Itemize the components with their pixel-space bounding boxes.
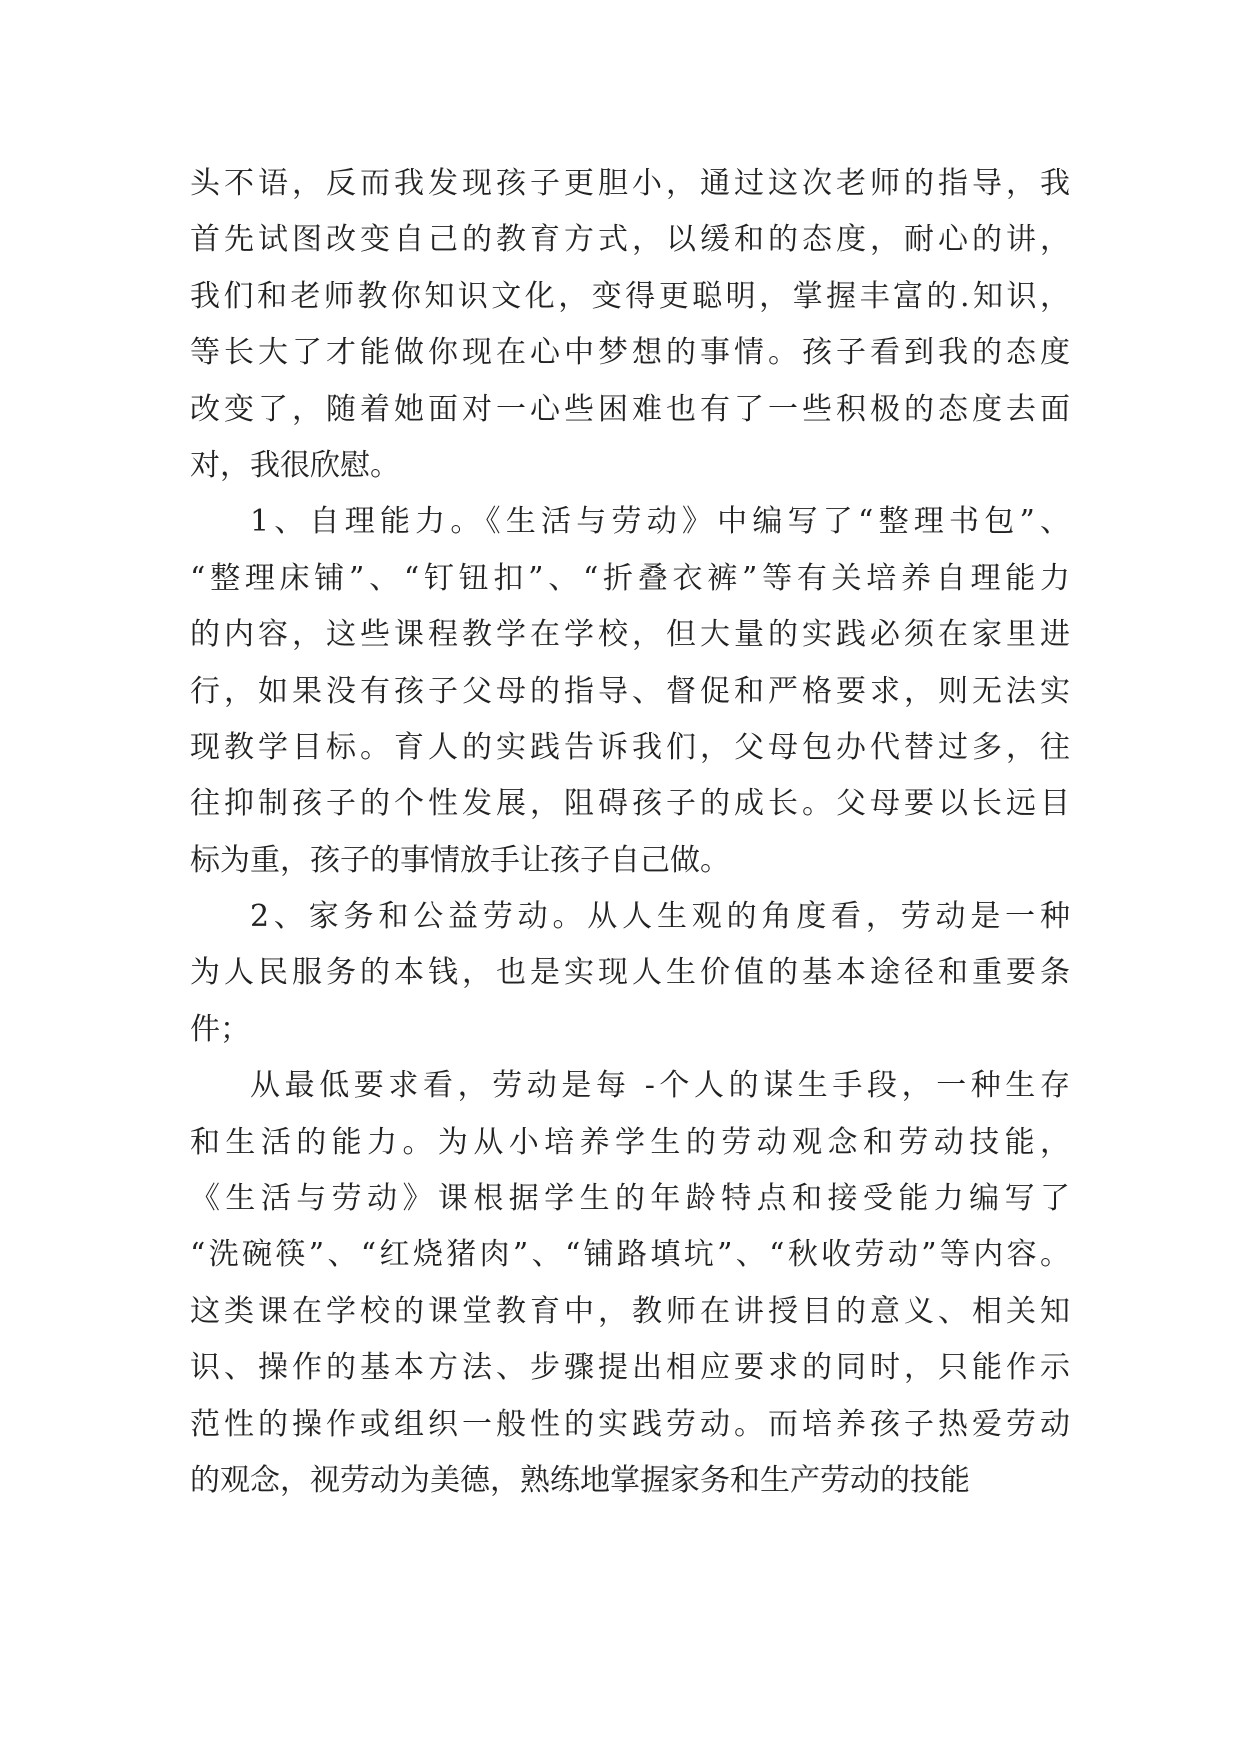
- body-text: [190, 165, 1070, 1518]
- text-line: 的观念，视劳动为美德，熟练地掌握家务和生产劳动的技能: [190, 1462, 970, 1498]
- text-line: 标为重，孩子的事情放手让孩子自己做。: [190, 842, 730, 878]
- text-line: 为人民服务的本钱，也是实现人生价值的基本途径和重要条: [190, 955, 1070, 991]
- text-line: 我们和老师教你知识文化，变得更聪明，掌握丰富的.知识，: [190, 278, 1070, 314]
- text-line: 头不语，反而我发现孩子更胆小，通过这次老师的指导，我: [190, 166, 1070, 201]
- text-line: “洗碗筷”、“红烧猪肉”、“铺路填坑”、“秋收劳动”等内容。: [190, 1237, 1070, 1273]
- text-line: 识、操作的基本方法、步骤提出相应要求的同时，只能作示: [190, 1350, 1070, 1386]
- text-line: 从最低要求看，劳动是每 -个人的谋生手段，一种生存: [250, 1068, 1070, 1104]
- text-line: 和生活的能力。为从小培养学生的劳动观念和劳动技能，: [190, 1124, 1070, 1160]
- text-line: 的内容，这些课程教学在学校，但大量的实践必须在家里进: [190, 617, 1070, 653]
- text-line: 等长大了才能做你现在心中梦想的事情。孩子看到我的态度: [190, 335, 1070, 371]
- text-line: 范性的操作或组织一般性的实践劳动。而培养孩子热爱劳动: [190, 1406, 1070, 1442]
- text-line: 1、自理能力。《生活与劳动》中编写了“整理书包”、: [250, 504, 1070, 540]
- text-line: 这类课在学校的课堂教育中，教师在讲授目的意义、相关知: [190, 1293, 1070, 1329]
- text-line: 件；: [190, 1011, 250, 1047]
- text-line: 《生活与劳动》课根据学生的年龄特点和接受能力编写了: [190, 1181, 1070, 1217]
- text-line: 现教学目标。育人的实践告诉我们，父母包办代替过多，往: [190, 729, 1070, 765]
- text-line: 往抑制孩子的个性发展，阻碍孩子的成长。父母要以长远目: [190, 786, 1070, 822]
- text-line: 对，我很欣慰。: [190, 447, 400, 483]
- text-line: 改变了，随着她面对一心些困难也有了一些积极的态度去面: [190, 391, 1070, 427]
- text-line: “整理床铺”、“钉钮扣”、“折叠衣裤”等有关培养自理能力: [190, 560, 1070, 596]
- text-line: 2、家务和公益劳动。从人生观的角度看，劳动是一种: [250, 899, 1070, 935]
- text-line: 行，如果没有孩子父母的指导、督促和严格要求，则无法实: [190, 673, 1070, 709]
- text-line: 首先试图改变自己的教育方式，以缓和的态度，耐心的讲，: [190, 222, 1070, 258]
